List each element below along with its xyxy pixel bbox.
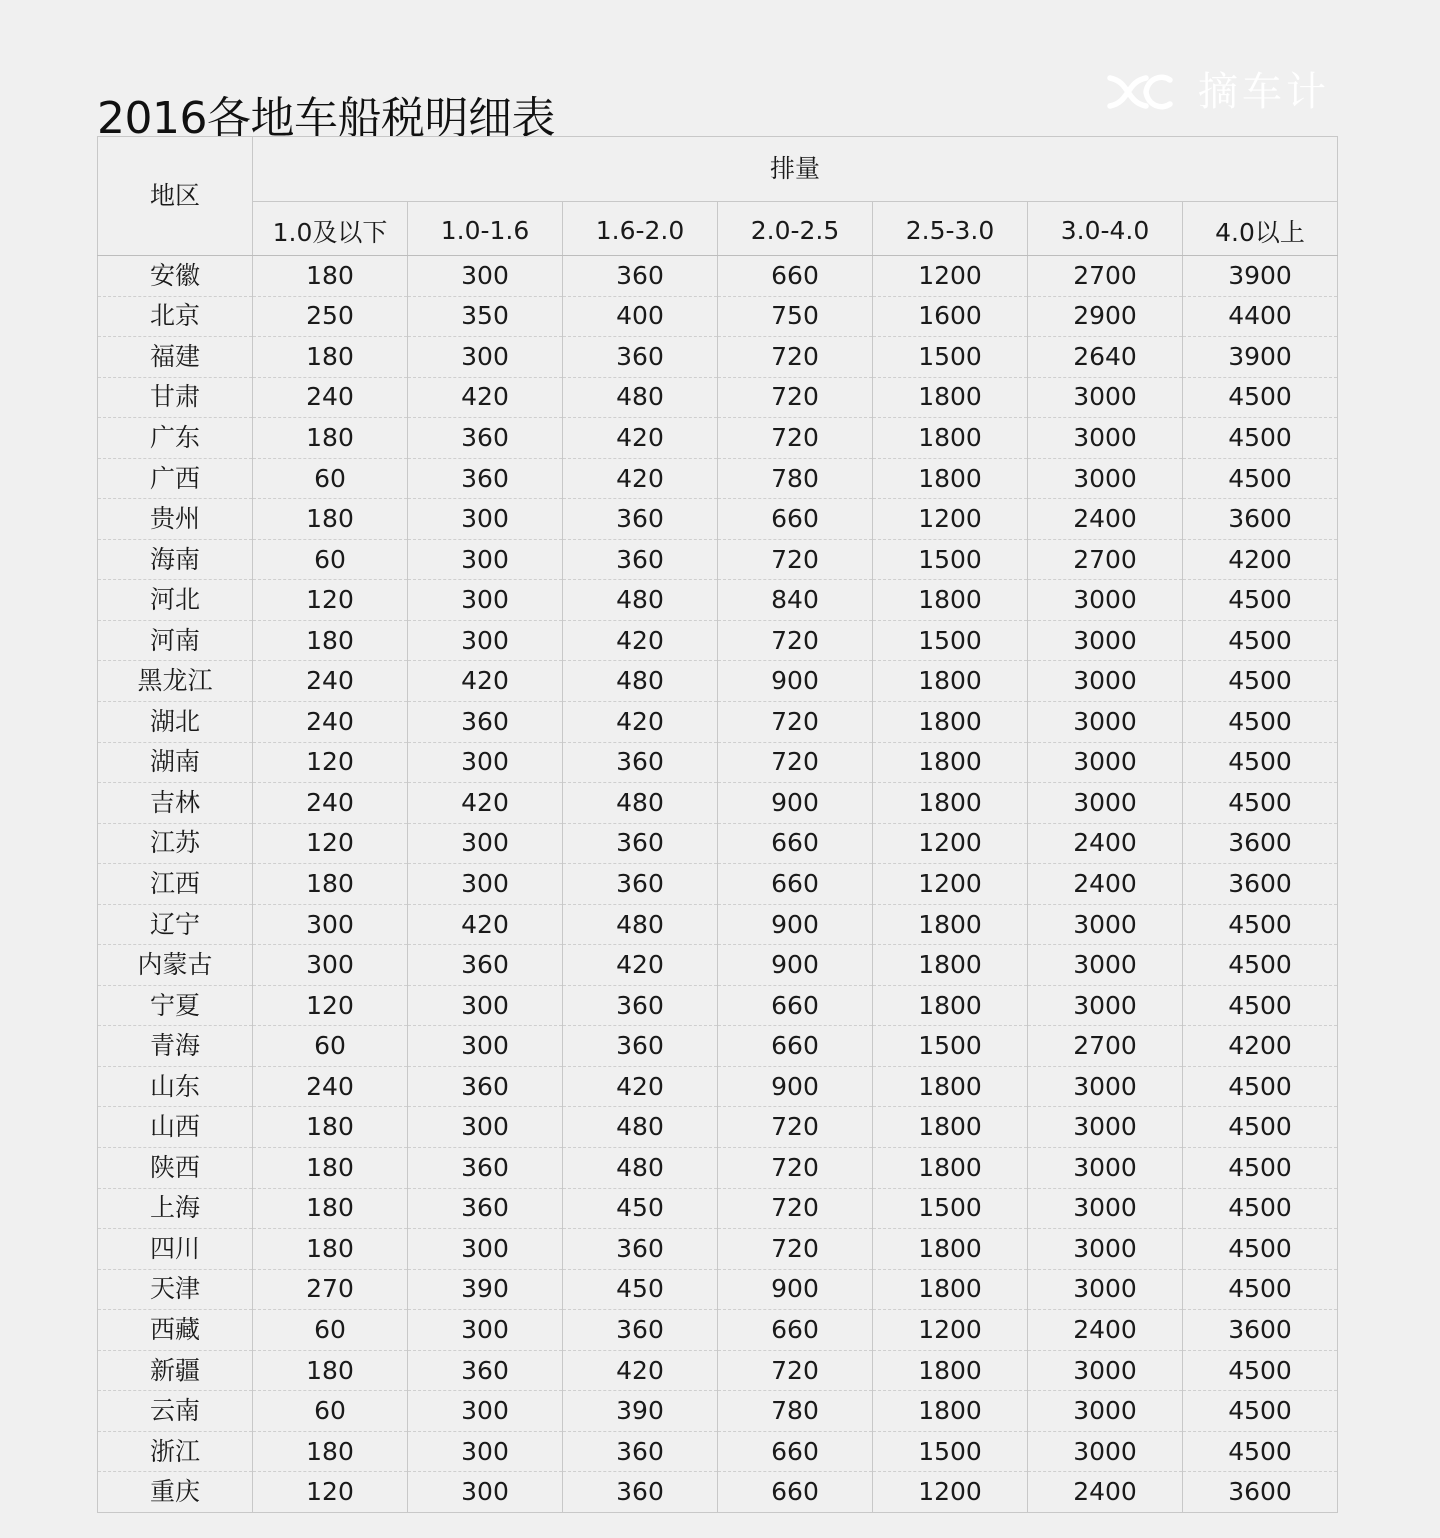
tax-value-cell: 1800 bbox=[873, 1229, 1028, 1270]
tax-value-cell: 3600 bbox=[1183, 864, 1338, 905]
tax-value-cell: 420 bbox=[563, 458, 718, 499]
tax-value-cell: 240 bbox=[253, 702, 408, 743]
tax-value-cell: 120 bbox=[253, 742, 408, 783]
tax-value-cell: 480 bbox=[563, 904, 718, 945]
tax-value-cell: 660 bbox=[718, 823, 873, 864]
region-cell: 湖北 bbox=[98, 702, 253, 743]
brand-name: 摘车计 bbox=[1198, 69, 1330, 115]
table-row bbox=[98, 499, 1338, 540]
tax-value-cell: 3000 bbox=[1028, 985, 1183, 1026]
tax-value-cell: 4500 bbox=[1183, 1350, 1338, 1391]
tax-value-cell: 3000 bbox=[1028, 620, 1183, 661]
table-row bbox=[98, 296, 1338, 337]
table-row bbox=[98, 904, 1338, 945]
tax-value-cell: 3000 bbox=[1028, 1269, 1183, 1310]
tax-value-cell: 360 bbox=[563, 1310, 718, 1351]
table-row bbox=[98, 256, 1338, 297]
tax-value-cell: 300 bbox=[408, 1431, 563, 1472]
tax-value-cell: 720 bbox=[718, 539, 873, 580]
tax-value-cell: 3000 bbox=[1028, 1107, 1183, 1148]
tax-value-cell: 4500 bbox=[1183, 702, 1338, 743]
tax-value-cell: 720 bbox=[718, 620, 873, 661]
tax-value-cell: 300 bbox=[408, 499, 563, 540]
tax-value-cell: 4500 bbox=[1183, 1269, 1338, 1310]
region-cell: 黑龙江 bbox=[98, 661, 253, 702]
tax-value-cell: 4500 bbox=[1183, 783, 1338, 824]
table-row bbox=[98, 823, 1338, 864]
tax-value-cell: 2400 bbox=[1028, 823, 1183, 864]
tax-value-cell: 660 bbox=[718, 864, 873, 905]
tax-value-cell: 750 bbox=[718, 296, 873, 337]
tax-value-cell: 4500 bbox=[1183, 1066, 1338, 1107]
tax-value-cell: 360 bbox=[563, 499, 718, 540]
region-cell: 河北 bbox=[98, 580, 253, 621]
tax-value-cell: 360 bbox=[563, 1026, 718, 1067]
tax-value-cell: 1800 bbox=[873, 985, 1028, 1026]
region-cell: 天津 bbox=[98, 1269, 253, 1310]
tax-value-cell: 1800 bbox=[873, 702, 1028, 743]
region-cell: 广东 bbox=[98, 418, 253, 459]
tax-value-cell: 480 bbox=[563, 580, 718, 621]
table-row bbox=[98, 783, 1338, 824]
region-cell: 青海 bbox=[98, 1026, 253, 1067]
tax-value-cell: 420 bbox=[563, 1066, 718, 1107]
tax-value-cell: 4500 bbox=[1183, 904, 1338, 945]
tax-value-cell: 420 bbox=[408, 904, 563, 945]
tax-value-cell: 660 bbox=[718, 1472, 873, 1513]
tax-value-cell: 480 bbox=[563, 783, 718, 824]
tax-value-cell: 360 bbox=[563, 256, 718, 297]
tax-value-cell: 1500 bbox=[873, 337, 1028, 378]
region-column-header: 地区 bbox=[98, 137, 253, 256]
tax-value-cell: 420 bbox=[408, 377, 563, 418]
tax-value-cell: 300 bbox=[253, 904, 408, 945]
tax-value-cell: 3000 bbox=[1028, 904, 1183, 945]
tax-value-cell: 720 bbox=[718, 1229, 873, 1270]
region-cell: 北京 bbox=[98, 296, 253, 337]
tax-value-cell: 420 bbox=[563, 1350, 718, 1391]
tax-value-cell: 180 bbox=[253, 1107, 408, 1148]
region-cell: 河南 bbox=[98, 620, 253, 661]
tax-value-cell: 180 bbox=[253, 337, 408, 378]
tax-value-cell: 420 bbox=[563, 620, 718, 661]
tax-value-cell: 300 bbox=[408, 985, 563, 1026]
tax-value-cell: 350 bbox=[408, 296, 563, 337]
tax-value-cell: 4500 bbox=[1183, 945, 1338, 986]
tax-value-cell: 1800 bbox=[873, 661, 1028, 702]
region-cell: 陕西 bbox=[98, 1148, 253, 1189]
tax-value-cell: 1800 bbox=[873, 1066, 1028, 1107]
tax-value-cell: 660 bbox=[718, 256, 873, 297]
tax-value-cell: 120 bbox=[253, 985, 408, 1026]
tax-value-cell: 300 bbox=[253, 945, 408, 986]
tax-value-cell: 4500 bbox=[1183, 661, 1338, 702]
tax-value-cell: 180 bbox=[253, 1148, 408, 1189]
tax-value-cell: 840 bbox=[718, 580, 873, 621]
tax-value-cell: 300 bbox=[408, 1229, 563, 1270]
tax-value-cell: 60 bbox=[253, 1026, 408, 1067]
tax-value-cell: 390 bbox=[408, 1269, 563, 1310]
region-cell: 湖南 bbox=[98, 742, 253, 783]
tax-value-cell: 4500 bbox=[1183, 620, 1338, 661]
tax-value-cell: 240 bbox=[253, 661, 408, 702]
table-row bbox=[98, 1310, 1338, 1351]
tax-value-cell: 4500 bbox=[1183, 1229, 1338, 1270]
region-cell: 上海 bbox=[98, 1188, 253, 1229]
table-row bbox=[98, 458, 1338, 499]
tax-value-cell: 4500 bbox=[1183, 1188, 1338, 1229]
tax-value-cell: 720 bbox=[718, 742, 873, 783]
tax-value-cell: 1500 bbox=[873, 539, 1028, 580]
tax-value-cell: 270 bbox=[253, 1269, 408, 1310]
region-cell: 西藏 bbox=[98, 1310, 253, 1351]
tax-value-cell: 660 bbox=[718, 499, 873, 540]
tax-value-cell: 3000 bbox=[1028, 783, 1183, 824]
region-cell: 云南 bbox=[98, 1391, 253, 1432]
tax-value-cell: 360 bbox=[563, 864, 718, 905]
tax-value-cell: 360 bbox=[563, 1472, 718, 1513]
tax-value-cell: 2700 bbox=[1028, 539, 1183, 580]
page-title: 2016各地车船税明细表 bbox=[97, 93, 555, 145]
tax-value-cell: 4500 bbox=[1183, 985, 1338, 1026]
tax-value-cell: 420 bbox=[563, 418, 718, 459]
tax-value-cell: 4200 bbox=[1183, 539, 1338, 580]
tax-value-cell: 300 bbox=[408, 1472, 563, 1513]
column-header: 1.0-1.6 bbox=[408, 202, 563, 256]
table-row bbox=[98, 1269, 1338, 1310]
tax-value-cell: 3000 bbox=[1028, 1148, 1183, 1189]
tax-value-cell: 180 bbox=[253, 1188, 408, 1229]
tax-value-cell: 180 bbox=[253, 499, 408, 540]
table-row bbox=[98, 580, 1338, 621]
tax-value-cell: 1600 bbox=[873, 296, 1028, 337]
region-cell: 新疆 bbox=[98, 1350, 253, 1391]
tax-value-cell: 900 bbox=[718, 1066, 873, 1107]
tax-value-cell: 1200 bbox=[873, 256, 1028, 297]
tax-value-cell: 900 bbox=[718, 945, 873, 986]
tax-value-cell: 480 bbox=[563, 661, 718, 702]
tax-value-cell: 300 bbox=[408, 580, 563, 621]
tax-value-cell: 3000 bbox=[1028, 377, 1183, 418]
tax-value-cell: 1800 bbox=[873, 742, 1028, 783]
tax-value-cell: 1800 bbox=[873, 1107, 1028, 1148]
tax-value-cell: 3000 bbox=[1028, 418, 1183, 459]
tax-value-cell: 660 bbox=[718, 985, 873, 1026]
tax-value-cell: 720 bbox=[718, 418, 873, 459]
table-row bbox=[98, 337, 1338, 378]
tax-value-cell: 2640 bbox=[1028, 337, 1183, 378]
tax-value-cell: 3000 bbox=[1028, 1431, 1183, 1472]
tax-value-cell: 180 bbox=[253, 864, 408, 905]
region-cell: 重庆 bbox=[98, 1472, 253, 1513]
table-row bbox=[98, 418, 1338, 459]
tax-value-cell: 3900 bbox=[1183, 256, 1338, 297]
tax-value-cell: 360 bbox=[408, 1188, 563, 1229]
table-row bbox=[98, 742, 1338, 783]
tax-value-cell: 4500 bbox=[1183, 742, 1338, 783]
tax-value-cell: 4500 bbox=[1183, 418, 1338, 459]
region-cell: 宁夏 bbox=[98, 985, 253, 1026]
tax-value-cell: 2400 bbox=[1028, 1310, 1183, 1351]
tax-value-cell: 480 bbox=[563, 377, 718, 418]
table-row bbox=[98, 1350, 1338, 1391]
tax-value-cell: 360 bbox=[563, 337, 718, 378]
tax-value-cell: 4500 bbox=[1183, 377, 1338, 418]
tax-value-cell: 420 bbox=[563, 945, 718, 986]
tax-value-cell: 360 bbox=[408, 1066, 563, 1107]
tax-value-cell: 3000 bbox=[1028, 458, 1183, 499]
tax-value-cell: 1800 bbox=[873, 1148, 1028, 1189]
tax-value-cell: 4400 bbox=[1183, 296, 1338, 337]
region-cell: 浙江 bbox=[98, 1431, 253, 1472]
table-row bbox=[98, 539, 1338, 580]
tax-value-cell: 1800 bbox=[873, 1350, 1028, 1391]
tax-value-cell: 720 bbox=[718, 337, 873, 378]
table-row bbox=[98, 1472, 1338, 1513]
tax-value-cell: 4200 bbox=[1183, 1026, 1338, 1067]
tax-value-cell: 360 bbox=[408, 1350, 563, 1391]
region-cell: 山东 bbox=[98, 1066, 253, 1107]
tax-value-cell: 390 bbox=[563, 1391, 718, 1432]
region-cell: 内蒙古 bbox=[98, 945, 253, 986]
tax-value-cell: 1200 bbox=[873, 499, 1028, 540]
tax-value-cell: 420 bbox=[408, 783, 563, 824]
tax-value-cell: 300 bbox=[408, 823, 563, 864]
table-row bbox=[98, 1066, 1338, 1107]
table-row bbox=[98, 1391, 1338, 1432]
tax-value-cell: 300 bbox=[408, 620, 563, 661]
tax-value-cell: 400 bbox=[563, 296, 718, 337]
tax-value-cell: 1800 bbox=[873, 1269, 1028, 1310]
table-row bbox=[98, 1107, 1338, 1148]
tax-value-cell: 3000 bbox=[1028, 580, 1183, 621]
tax-value-cell: 1200 bbox=[873, 1310, 1028, 1351]
table-row bbox=[98, 945, 1338, 986]
tax-value-cell: 3000 bbox=[1028, 661, 1183, 702]
tax-value-cell: 360 bbox=[408, 945, 563, 986]
tax-value-cell: 720 bbox=[718, 1148, 873, 1189]
region-cell: 四川 bbox=[98, 1229, 253, 1270]
region-cell: 福建 bbox=[98, 337, 253, 378]
table-row bbox=[98, 864, 1338, 905]
tax-value-cell: 300 bbox=[408, 337, 563, 378]
tax-value-cell: 720 bbox=[718, 702, 873, 743]
tax-value-cell: 780 bbox=[718, 458, 873, 499]
tax-value-cell: 720 bbox=[718, 1350, 873, 1391]
tax-value-cell: 1800 bbox=[873, 904, 1028, 945]
tax-value-cell: 1800 bbox=[873, 418, 1028, 459]
displacement-group-header: 排量 bbox=[253, 137, 1338, 202]
tax-value-cell: 360 bbox=[408, 702, 563, 743]
tax-value-cell: 1500 bbox=[873, 1026, 1028, 1067]
tax-value-cell: 3000 bbox=[1028, 1391, 1183, 1432]
tax-value-cell: 4500 bbox=[1183, 1431, 1338, 1472]
tax-value-cell: 3000 bbox=[1028, 702, 1183, 743]
brand-logo bbox=[1104, 66, 1330, 118]
tax-value-cell: 300 bbox=[408, 1310, 563, 1351]
tax-value-cell: 450 bbox=[563, 1269, 718, 1310]
table-row bbox=[98, 1188, 1338, 1229]
column-header: 2.0-2.5 bbox=[718, 202, 873, 256]
tax-value-cell: 900 bbox=[718, 661, 873, 702]
tax-value-cell: 4500 bbox=[1183, 458, 1338, 499]
region-cell: 海南 bbox=[98, 539, 253, 580]
table-row bbox=[98, 620, 1338, 661]
tax-value-cell: 3600 bbox=[1183, 499, 1338, 540]
tax-value-cell: 300 bbox=[408, 1107, 563, 1148]
tax-value-cell: 660 bbox=[718, 1310, 873, 1351]
tax-value-cell: 240 bbox=[253, 1066, 408, 1107]
tax-value-cell: 360 bbox=[563, 1229, 718, 1270]
xc-logo-icon bbox=[1104, 70, 1176, 114]
tax-value-cell: 4500 bbox=[1183, 1107, 1338, 1148]
region-cell: 辽宁 bbox=[98, 904, 253, 945]
tax-value-cell: 3000 bbox=[1028, 1188, 1183, 1229]
tax-value-cell: 2900 bbox=[1028, 296, 1183, 337]
table-row bbox=[98, 1431, 1338, 1472]
tax-value-cell: 1800 bbox=[873, 1391, 1028, 1432]
column-header: 2.5-3.0 bbox=[873, 202, 1028, 256]
tax-value-cell: 450 bbox=[563, 1188, 718, 1229]
tax-value-cell: 1500 bbox=[873, 620, 1028, 661]
tax-value-cell: 1500 bbox=[873, 1431, 1028, 1472]
region-cell: 贵州 bbox=[98, 499, 253, 540]
tax-value-cell: 120 bbox=[253, 1472, 408, 1513]
table-row bbox=[98, 377, 1338, 418]
column-header: 1.6-2.0 bbox=[563, 202, 718, 256]
tax-value-cell: 3600 bbox=[1183, 1310, 1338, 1351]
column-header: 1.0及以下 bbox=[253, 202, 408, 256]
tax-value-cell: 360 bbox=[563, 823, 718, 864]
tax-value-cell: 360 bbox=[408, 1148, 563, 1189]
tax-value-cell: 60 bbox=[253, 1310, 408, 1351]
tax-value-cell: 3900 bbox=[1183, 337, 1338, 378]
tax-value-cell: 60 bbox=[253, 539, 408, 580]
region-cell: 甘肃 bbox=[98, 377, 253, 418]
table-row bbox=[98, 661, 1338, 702]
tax-value-cell: 480 bbox=[563, 1107, 718, 1148]
tax-value-cell: 1200 bbox=[873, 864, 1028, 905]
table-row bbox=[98, 702, 1338, 743]
region-cell: 山西 bbox=[98, 1107, 253, 1148]
tax-value-cell: 300 bbox=[408, 1026, 563, 1067]
tax-value-cell: 1800 bbox=[873, 580, 1028, 621]
tax-value-cell: 3000 bbox=[1028, 945, 1183, 986]
tax-value-cell: 180 bbox=[253, 418, 408, 459]
tax-value-cell: 180 bbox=[253, 1229, 408, 1270]
tax-value-cell: 1800 bbox=[873, 783, 1028, 824]
tax-value-cell: 240 bbox=[253, 783, 408, 824]
tax-value-cell: 480 bbox=[563, 1148, 718, 1189]
tax-value-cell: 2400 bbox=[1028, 864, 1183, 905]
tax-value-cell: 3600 bbox=[1183, 823, 1338, 864]
region-cell: 安徽 bbox=[98, 256, 253, 297]
tax-value-cell: 4500 bbox=[1183, 580, 1338, 621]
tax-value-cell: 660 bbox=[718, 1431, 873, 1472]
tax-value-cell: 1800 bbox=[873, 377, 1028, 418]
tax-value-cell: 360 bbox=[408, 458, 563, 499]
region-cell: 江西 bbox=[98, 864, 253, 905]
tax-value-cell: 720 bbox=[718, 377, 873, 418]
tax-value-cell: 300 bbox=[408, 256, 563, 297]
tax-value-cell: 720 bbox=[718, 1107, 873, 1148]
tax-value-cell: 360 bbox=[563, 1431, 718, 1472]
tax-value-cell: 2700 bbox=[1028, 256, 1183, 297]
tax-value-cell: 3000 bbox=[1028, 1350, 1183, 1391]
column-header: 3.0-4.0 bbox=[1028, 202, 1183, 256]
tax-value-cell: 1800 bbox=[873, 945, 1028, 986]
table-row bbox=[98, 1148, 1338, 1189]
tax-value-cell: 360 bbox=[563, 985, 718, 1026]
tax-value-cell: 1200 bbox=[873, 1472, 1028, 1513]
tax-value-cell: 300 bbox=[408, 742, 563, 783]
tax-value-cell: 420 bbox=[408, 661, 563, 702]
tax-value-cell: 1500 bbox=[873, 1188, 1028, 1229]
tax-value-cell: 180 bbox=[253, 620, 408, 661]
region-cell: 江苏 bbox=[98, 823, 253, 864]
tax-value-cell: 660 bbox=[718, 1026, 873, 1067]
table-row bbox=[98, 985, 1338, 1026]
tax-value-cell: 60 bbox=[253, 458, 408, 499]
tax-value-cell: 240 bbox=[253, 377, 408, 418]
tax-value-cell: 300 bbox=[408, 1391, 563, 1432]
tax-value-cell: 900 bbox=[718, 1269, 873, 1310]
region-cell: 吉林 bbox=[98, 783, 253, 824]
tax-value-cell: 2700 bbox=[1028, 1026, 1183, 1067]
tax-value-cell: 360 bbox=[563, 539, 718, 580]
tax-table bbox=[97, 136, 1338, 1513]
tax-value-cell: 300 bbox=[408, 539, 563, 580]
tax-value-cell: 3000 bbox=[1028, 1229, 1183, 1270]
tax-value-cell: 900 bbox=[718, 904, 873, 945]
tax-value-cell: 180 bbox=[253, 1431, 408, 1472]
region-cell: 广西 bbox=[98, 458, 253, 499]
tax-value-cell: 360 bbox=[563, 742, 718, 783]
tax-value-cell: 3000 bbox=[1028, 1066, 1183, 1107]
tax-value-cell: 4500 bbox=[1183, 1148, 1338, 1189]
tax-value-cell: 4500 bbox=[1183, 1391, 1338, 1432]
tax-value-cell: 180 bbox=[253, 256, 408, 297]
tax-value-cell: 300 bbox=[408, 864, 563, 905]
table-row bbox=[98, 1229, 1338, 1270]
tax-value-cell: 900 bbox=[718, 783, 873, 824]
tax-value-cell: 720 bbox=[718, 1188, 873, 1229]
tax-value-cell: 180 bbox=[253, 1350, 408, 1391]
tax-value-cell: 2400 bbox=[1028, 499, 1183, 540]
tax-value-cell: 3600 bbox=[1183, 1472, 1338, 1513]
tax-value-cell: 250 bbox=[253, 296, 408, 337]
tax-value-cell: 420 bbox=[563, 702, 718, 743]
column-header: 4.0以上 bbox=[1183, 202, 1338, 256]
tax-value-cell: 120 bbox=[253, 580, 408, 621]
tax-value-cell: 360 bbox=[408, 418, 563, 459]
tax-value-cell: 780 bbox=[718, 1391, 873, 1432]
tax-value-cell: 1200 bbox=[873, 823, 1028, 864]
tax-value-cell: 120 bbox=[253, 823, 408, 864]
table-row bbox=[98, 1026, 1338, 1067]
tax-value-cell: 2400 bbox=[1028, 1472, 1183, 1513]
tax-value-cell: 3000 bbox=[1028, 742, 1183, 783]
tax-value-cell: 60 bbox=[253, 1391, 408, 1432]
tax-value-cell: 1800 bbox=[873, 458, 1028, 499]
